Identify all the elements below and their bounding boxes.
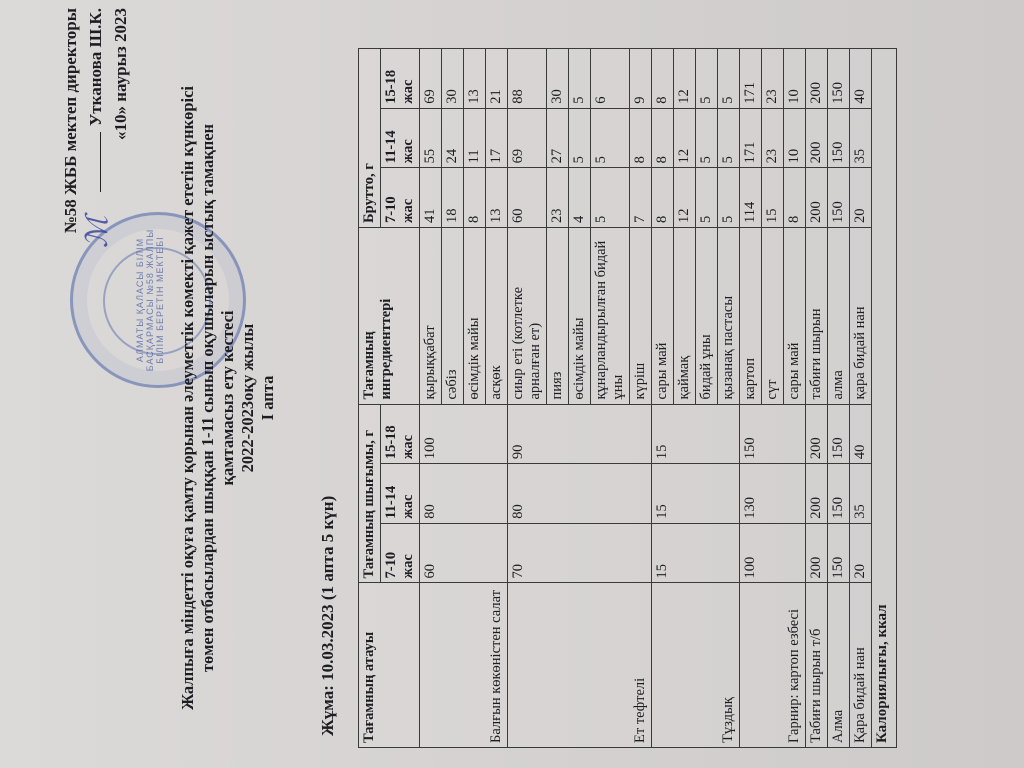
brutto-cell: 15: [762, 168, 784, 228]
title-line-2: төмен отбасылардан шыққан 1-11 сынып оқушыларын ыстық тамақпен: [198, 123, 217, 673]
ingredient-name: қырыққабат: [420, 228, 442, 405]
date-line: Жұма: 10.03.2023 (1 апта 5 күн): [318, 495, 337, 736]
approval-name: Утканова Ш.К.: [86, 8, 105, 127]
brutto-cell: 7: [630, 168, 652, 228]
dish-name: Табиғи шырын т/б: [806, 583, 828, 748]
brutto-cell: 13: [486, 168, 508, 228]
brutto-cell: 8: [464, 168, 486, 228]
dish-yield-cell: 150: [828, 523, 850, 583]
brutto-cell: 150: [828, 168, 850, 228]
brutto-cell: 8: [630, 108, 652, 168]
brutto-cell: 23: [547, 168, 569, 228]
brutto-cell: 4: [569, 168, 591, 228]
brutto-cell: 114: [740, 168, 762, 228]
ingredient-name: алма: [828, 228, 850, 405]
ingredient-name: пияз: [547, 228, 569, 405]
stamp-text: АЛМАТЫ ҚАЛАСЫ БІЛІМ БАСҚАРМАСЫ №58 ЖАЛПЫ БІЛІМ БЕРЕТІН МЕКТЕБІ: [135, 228, 165, 372]
dish-yield-cell: 15: [652, 464, 740, 524]
ingredient-name: картоп: [740, 228, 762, 405]
header-ingredients: Тағамның ингредиенттері: [359, 228, 420, 405]
brutto-cell: 12: [674, 108, 696, 168]
header-row-1: [359, 49, 381, 748]
header-brutto-age-15-18: 15-18 жас: [381, 49, 420, 109]
dish-yield-cell: 150: [740, 404, 806, 464]
dish-yield-cell: 100: [740, 523, 806, 583]
dish-yield-cell: 200: [806, 523, 828, 583]
brutto-cell: 8: [652, 168, 674, 228]
signature-icon: ℳ: [81, 215, 114, 248]
ingredient-name: асқөк: [486, 228, 508, 405]
approval-name-line: [83, 8, 108, 248]
brutto-cell: 88: [508, 49, 547, 109]
dish-yield-cell: 150: [828, 464, 850, 524]
header-dish-name: Тағамның атауы: [359, 583, 420, 748]
table-row: [850, 49, 872, 748]
brutto-cell: 200: [806, 108, 828, 168]
brutto-cell: 171: [740, 49, 762, 109]
brutto-cell: 8: [784, 168, 806, 228]
title-line-1: Жалпыға міндетті оқуға қамту қорынан әлеуметтік көмекті қажет ететін күнкөрісі: [178, 85, 197, 711]
brutto-cell: 5: [718, 168, 740, 228]
table-row: [420, 49, 442, 748]
dish-yield-cell: 15: [652, 523, 740, 583]
brutto-cell: 8: [652, 108, 674, 168]
title-line-4: 2022-2023оқу жылы: [238, 323, 257, 473]
ingredient-name: сүт: [762, 228, 784, 405]
dish-yield-cell: 80: [420, 464, 508, 524]
brutto-cell: 55: [420, 108, 442, 168]
dish-yield-cell: 130: [740, 464, 806, 524]
calories-label: Калориялығы, ккал: [872, 49, 897, 748]
dish-yield-cell: 200: [806, 404, 828, 464]
brutto-cell: 5: [569, 108, 591, 168]
brutto-cell: 60: [508, 168, 547, 228]
brutto-cell: 200: [806, 168, 828, 228]
dish-name: Балғын көкөністен салат: [420, 583, 508, 748]
brutto-cell: 27: [547, 108, 569, 168]
brutto-cell: 6: [591, 49, 630, 109]
table-row: [508, 49, 547, 748]
dish-name: Ет тефтелі: [508, 583, 652, 748]
brutto-cell: 150: [828, 108, 850, 168]
dish-name: Гарнир: картоп езбесі: [740, 583, 806, 748]
dish-yield-cell: 70: [508, 523, 652, 583]
header-yield-age-11-14: 11-14 жас: [381, 464, 420, 524]
brutto-cell: 35: [850, 108, 872, 168]
dish-yield-cell: 20: [850, 523, 872, 583]
table-row: [828, 49, 850, 748]
calories-row: [872, 49, 897, 748]
ingredient-name: қара бидай нан: [850, 228, 872, 405]
dish-yield-cell: 90: [508, 404, 652, 464]
brutto-cell: 200: [806, 49, 828, 109]
dish-yield-cell: 15: [652, 404, 740, 464]
brutto-cell: 17: [486, 108, 508, 168]
brutto-cell: 30: [547, 49, 569, 109]
brutto-cell: 150: [828, 49, 850, 109]
approval-position: №58 ЖББ мектеп директоры: [61, 8, 80, 234]
header-brutto-age-7-10: 7-10 жас: [381, 168, 420, 228]
dish-yield-cell: 80: [508, 464, 652, 524]
document-title: [178, 48, 278, 748]
brutto-cell: 10: [784, 49, 806, 109]
dish-yield-cell: 100: [420, 404, 508, 464]
ingredient-name: өсімдік майы: [569, 228, 591, 405]
header-brutto-age-11-14: 11-14 жас: [381, 108, 420, 168]
header-yield-age-7-10: 7-10 жас: [381, 523, 420, 583]
brutto-cell: 40: [850, 49, 872, 109]
brutto-cell: 5: [696, 108, 718, 168]
approval-date: «10» наурыз 2023: [111, 8, 130, 140]
approval-block: [58, 8, 133, 248]
brutto-cell: 5: [591, 108, 630, 168]
brutto-cell: 69: [420, 49, 442, 109]
ingredient-name: сары май: [784, 228, 806, 405]
brutto-cell: 8: [652, 49, 674, 109]
dish-yield-cell: 35: [850, 464, 872, 524]
header-brutto: Брутто, г: [359, 49, 381, 228]
brutto-cell: 171: [740, 108, 762, 168]
brutto-cell: 5: [718, 108, 740, 168]
brutto-cell: 9: [630, 49, 652, 109]
ingredient-name: өсімдік майы: [464, 228, 486, 405]
brutto-cell: 20: [850, 168, 872, 228]
brutto-cell: 13: [464, 49, 486, 109]
signature-line: [100, 132, 101, 192]
menu-table-body: [420, 49, 872, 748]
brutto-cell: 5: [718, 49, 740, 109]
brutto-cell: 11: [464, 108, 486, 168]
ingredient-name: қызанақ пастасы: [718, 228, 740, 405]
brutto-cell: 69: [508, 108, 547, 168]
ingredient-name: бидай ұны: [696, 228, 718, 405]
brutto-cell: 41: [420, 168, 442, 228]
brutto-cell: 5: [696, 49, 718, 109]
brutto-cell: 5: [696, 168, 718, 228]
title-line-5: I апта: [258, 375, 277, 421]
ingredient-name: сиыр еті (котлетке арналған ет): [508, 228, 547, 405]
table-row: [652, 49, 674, 748]
dish-yield-cell: 200: [806, 464, 828, 524]
dish-yield-cell: 150: [828, 404, 850, 464]
brutto-cell: 23: [762, 108, 784, 168]
brutto-cell: 10: [784, 108, 806, 168]
dish-name: Қара бидай нан: [850, 583, 872, 748]
brutto-cell: 12: [674, 49, 696, 109]
menu-table: [358, 48, 897, 748]
brutto-cell: 5: [569, 49, 591, 109]
header-yield: Тағамның шығымы, г: [359, 404, 381, 583]
dish-name: Алма: [828, 583, 850, 748]
ingredient-name: сары май: [652, 228, 674, 405]
ingredient-name: табиғи шырын: [806, 228, 828, 405]
dish-name: Тұздық: [652, 583, 740, 748]
table-row: [806, 49, 828, 748]
brutto-cell: 21: [486, 49, 508, 109]
ingredient-name: қаймақ: [674, 228, 696, 405]
header-yield-age-15-18: 15-18 жас: [381, 404, 420, 464]
dish-yield-cell: 60: [420, 523, 508, 583]
brutto-cell: 18: [442, 168, 464, 228]
brutto-cell: 30: [442, 49, 464, 109]
ingredient-name: күріш: [630, 228, 652, 405]
brutto-cell: 5: [591, 168, 630, 228]
brutto-cell: 23: [762, 49, 784, 109]
title-line-3: қамтамасыз ету кестесі: [218, 310, 237, 486]
brutto-cell: 12: [674, 168, 696, 228]
ingredient-name: құнарландырылған бидай ұны: [591, 228, 630, 405]
table-row: [740, 49, 762, 748]
brutto-cell: 24: [442, 108, 464, 168]
dish-yield-cell: 40: [850, 404, 872, 464]
ingredient-name: сәбіз: [442, 228, 464, 405]
